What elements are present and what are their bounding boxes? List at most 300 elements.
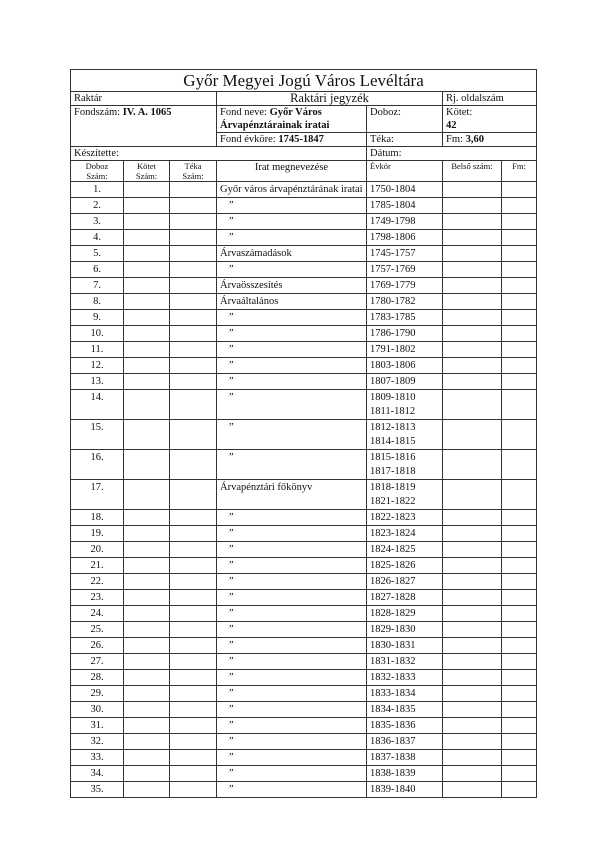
table-row xyxy=(71,622,537,638)
row-belso-cell xyxy=(443,374,502,390)
fond-evkore-cell xyxy=(217,133,367,147)
row-evkor-value: 1838-1839 xyxy=(370,768,416,779)
row-kotet-cell xyxy=(124,702,170,718)
table-row xyxy=(71,702,537,718)
row-doboz-number: 27. xyxy=(71,654,124,670)
row-belso-cell xyxy=(443,574,502,590)
teka-label: Téka: xyxy=(370,134,394,145)
row-irat-name: ” xyxy=(217,574,367,590)
row-teka-cell xyxy=(170,526,217,542)
row-fm-cell xyxy=(502,734,537,750)
row-teka-cell xyxy=(170,342,217,358)
row-irat-name: ” xyxy=(217,342,367,358)
row-irat-name: ” xyxy=(217,526,367,542)
row-teka-cell xyxy=(170,262,217,278)
row-irat-name: Árvaösszesítés xyxy=(217,278,367,294)
doboz-label: Doboz: xyxy=(370,107,401,118)
row-doboz-number: 30. xyxy=(71,702,124,718)
row-irat-name: ” xyxy=(217,542,367,558)
row-doboz-number: 28. xyxy=(71,670,124,686)
row-belso-cell xyxy=(443,390,502,420)
row-evkor-value: 1822-1823 xyxy=(370,512,416,523)
row-kotet-cell xyxy=(124,686,170,702)
row-kotet-cell xyxy=(124,342,170,358)
row-fm-cell xyxy=(502,294,537,310)
row-evkor-value: 1818-1819 xyxy=(370,482,416,493)
row-teka-cell xyxy=(170,310,217,326)
row-evkor-cell xyxy=(367,214,443,230)
row-irat-name: ” xyxy=(217,654,367,670)
row-evkor-value: 1803-1806 xyxy=(370,360,416,371)
row-irat-name: ” xyxy=(217,198,367,214)
row-teka-cell xyxy=(170,214,217,230)
table-row xyxy=(71,230,537,246)
row-evkor-cell xyxy=(367,326,443,342)
row-irat-name: ” xyxy=(217,750,367,766)
datum-label: Dátum: xyxy=(370,148,402,159)
row-doboz-number: 31. xyxy=(71,718,124,734)
row-evkor-value: 1831-1832 xyxy=(370,656,416,667)
row-fm-cell xyxy=(502,198,537,214)
row-belso-cell xyxy=(443,638,502,654)
row-evkor-cell xyxy=(367,480,443,510)
fm-cell xyxy=(443,133,537,147)
fond-neve-label: Fond neve: xyxy=(220,107,267,118)
row-fm-cell xyxy=(502,542,537,558)
row-teka-cell xyxy=(170,654,217,670)
row-evkor-value: 1812-1813 xyxy=(370,422,416,433)
row-kotet-cell xyxy=(124,374,170,390)
row-belso-cell xyxy=(443,198,502,214)
row-belso-cell xyxy=(443,590,502,606)
table-row xyxy=(71,390,537,420)
row-fm-cell xyxy=(502,574,537,590)
row-evkor-cell xyxy=(367,670,443,686)
row-belso-cell xyxy=(443,294,502,310)
row-evkor-value: 1836-1837 xyxy=(370,736,416,747)
row-doboz-number: 4. xyxy=(71,230,124,246)
row-irat-name: ” xyxy=(217,310,367,326)
row-kotet-cell xyxy=(124,734,170,750)
row-evkor-value: 1832-1833 xyxy=(370,672,416,683)
row-belso-cell xyxy=(443,420,502,450)
row-evkor-cell xyxy=(367,558,443,574)
row-evkor-cell xyxy=(367,638,443,654)
row-evkor-cell xyxy=(367,278,443,294)
row-belso-cell xyxy=(443,214,502,230)
table-row xyxy=(71,734,537,750)
row-doboz-number: 25. xyxy=(71,622,124,638)
row-evkor-cell xyxy=(367,246,443,262)
row-irat-name: ” xyxy=(217,358,367,374)
raktar-label: Raktár xyxy=(71,92,217,106)
row-irat-name: ” xyxy=(217,606,367,622)
row-irat-name: ” xyxy=(217,590,367,606)
row-kotet-cell xyxy=(124,230,170,246)
row-fm-cell xyxy=(502,480,537,510)
row-belso-cell xyxy=(443,702,502,718)
row-fm-cell xyxy=(502,214,537,230)
row-teka-cell xyxy=(170,734,217,750)
row-teka-cell xyxy=(170,358,217,374)
row-fm-cell xyxy=(502,590,537,606)
table-row xyxy=(71,606,537,622)
row-belso-cell xyxy=(443,230,502,246)
row-belso-cell xyxy=(443,542,502,558)
row-kotet-cell xyxy=(124,542,170,558)
row-doboz-number: 3. xyxy=(71,214,124,230)
row-evkor-value: 1827-1828 xyxy=(370,592,416,603)
row-evkor-cell xyxy=(367,510,443,526)
inventory-sheet xyxy=(70,69,536,798)
row-evkor-cell xyxy=(367,782,443,798)
row-irat-name: ” xyxy=(217,262,367,278)
keszitette-label: Készítette: xyxy=(74,148,119,159)
row-evkor-cell xyxy=(367,262,443,278)
row-irat-name: Győr város árvapénztárának iratai xyxy=(217,182,367,198)
col-header-evkor: Évkör xyxy=(367,161,443,182)
row-doboz-number: 20. xyxy=(71,542,124,558)
row-kotet-cell xyxy=(124,262,170,278)
row-belso-cell xyxy=(443,342,502,358)
row-teka-cell xyxy=(170,574,217,590)
row-doboz-number: 24. xyxy=(71,606,124,622)
row-belso-cell xyxy=(443,450,502,480)
row-fm-cell xyxy=(502,390,537,420)
row-belso-cell xyxy=(443,782,502,798)
row-fm-cell xyxy=(502,606,537,622)
row-teka-cell xyxy=(170,374,217,390)
row-belso-cell xyxy=(443,686,502,702)
row-evkor-cell xyxy=(367,358,443,374)
fm-label: Fm: xyxy=(446,134,463,145)
row-evkor-value: 1785-1804 xyxy=(370,200,416,211)
row-fm-cell xyxy=(502,558,537,574)
row-irat-name: ” xyxy=(217,390,367,420)
table-row xyxy=(71,450,537,480)
row-doboz-number: 34. xyxy=(71,766,124,782)
row-teka-cell xyxy=(170,198,217,214)
doboz-cell xyxy=(367,106,443,133)
row-kotet-cell xyxy=(124,766,170,782)
row-evkor-cell xyxy=(367,718,443,734)
table-row xyxy=(71,510,537,526)
row-teka-cell xyxy=(170,246,217,262)
fond-neve-value: Győr Város Árvapénztárainak iratai xyxy=(220,107,330,131)
row-kotet-cell xyxy=(124,606,170,622)
row-evkor-value: 1749-1798 xyxy=(370,216,416,227)
row-belso-cell xyxy=(443,766,502,782)
row-kotet-cell xyxy=(124,198,170,214)
row-belso-cell xyxy=(443,262,502,278)
row-irat-name: ” xyxy=(217,670,367,686)
row-teka-cell xyxy=(170,182,217,198)
table-row xyxy=(71,294,537,310)
row-belso-cell xyxy=(443,510,502,526)
row-kotet-cell xyxy=(124,278,170,294)
table-row xyxy=(71,718,537,734)
row-doboz-number: 13. xyxy=(71,374,124,390)
fond-neve-cell xyxy=(217,106,367,133)
table-row xyxy=(71,374,537,390)
row-teka-cell xyxy=(170,510,217,526)
row-teka-cell xyxy=(170,590,217,606)
row-doboz-number: 18. xyxy=(71,510,124,526)
raktari-jegyzek-label: Raktári jegyzék xyxy=(217,92,443,106)
row-evkor-cell xyxy=(367,702,443,718)
row-kotet-cell xyxy=(124,574,170,590)
table-row xyxy=(71,526,537,542)
row-teka-cell xyxy=(170,480,217,510)
row-evkor-cell xyxy=(367,606,443,622)
row-doboz-number: 7. xyxy=(71,278,124,294)
row-fm-cell xyxy=(502,246,537,262)
table-row xyxy=(71,782,537,798)
row-fm-cell xyxy=(502,622,537,638)
row-doboz-number: 14. xyxy=(71,390,124,420)
table-row xyxy=(71,590,537,606)
col-header-kotet: Kötet Szám: xyxy=(124,161,170,182)
row-irat-name: ” xyxy=(217,638,367,654)
row-teka-cell xyxy=(170,606,217,622)
row-teka-cell xyxy=(170,782,217,798)
row-fm-cell xyxy=(502,374,537,390)
row-doboz-number: 33. xyxy=(71,750,124,766)
row-belso-cell xyxy=(443,622,502,638)
archive-title: Győr Megyei Jogú Város Levéltára xyxy=(71,70,537,92)
row-doboz-number: 6. xyxy=(71,262,124,278)
col-header-irat: Irat megnevezése xyxy=(217,161,367,182)
row-evkor-value: 1829-1830 xyxy=(370,624,416,635)
row-kotet-cell xyxy=(124,590,170,606)
row-evkor-cell xyxy=(367,750,443,766)
row-kotet-cell xyxy=(124,294,170,310)
row-kotet-cell xyxy=(124,390,170,420)
row-irat-name: ” xyxy=(217,214,367,230)
table-row xyxy=(71,574,537,590)
kotet-value: 42 xyxy=(446,120,457,131)
row-evkor-cell xyxy=(367,420,443,450)
table-row xyxy=(71,198,537,214)
row-fm-cell xyxy=(502,342,537,358)
row-evkor-cell xyxy=(367,734,443,750)
row-evkor-value: 1828-1829 xyxy=(370,608,416,619)
table-row xyxy=(71,278,537,294)
row-doboz-number: 35. xyxy=(71,782,124,798)
row-evkor-value: 1791-1802 xyxy=(370,344,416,355)
row-evkor-cell xyxy=(367,622,443,638)
row-teka-cell xyxy=(170,230,217,246)
table-row xyxy=(71,480,537,510)
row-evkor-cell xyxy=(367,374,443,390)
fond-evkore-value: 1745-1847 xyxy=(278,134,324,145)
row-doboz-number: 26. xyxy=(71,638,124,654)
row-kotet-cell xyxy=(124,214,170,230)
row-kotet-cell xyxy=(124,526,170,542)
row-evkor-value: 1826-1827 xyxy=(370,576,416,587)
row-evkor-cell xyxy=(367,294,443,310)
row-teka-cell xyxy=(170,638,217,654)
row-irat-name: ” xyxy=(217,702,367,718)
row-doboz-number: 10. xyxy=(71,326,124,342)
row-doboz-number: 12. xyxy=(71,358,124,374)
row-kotet-cell xyxy=(124,326,170,342)
row-kotet-cell xyxy=(124,638,170,654)
row-evkor-cell xyxy=(367,542,443,558)
row-irat-name: ” xyxy=(217,782,367,798)
table-row xyxy=(71,214,537,230)
row-evkor-value: 1745-1757 xyxy=(370,248,416,259)
row-kotet-cell xyxy=(124,558,170,574)
row-irat-name: ” xyxy=(217,420,367,450)
row-fm-cell xyxy=(502,686,537,702)
row-fm-cell xyxy=(502,230,537,246)
row-evkor-value: 1823-1824 xyxy=(370,528,416,539)
row-evkor-value: 1834-1835 xyxy=(370,704,416,715)
row-irat-name: ” xyxy=(217,686,367,702)
col-header-teka: Téka Szám: xyxy=(170,161,217,182)
row-belso-cell xyxy=(443,654,502,670)
row-evkor-cell xyxy=(367,654,443,670)
row-evkor-value: 1815-1816 xyxy=(370,452,416,463)
row-fm-cell xyxy=(502,750,537,766)
row-belso-cell xyxy=(443,558,502,574)
oldalszam-label: Rj. oldalszám xyxy=(443,92,537,106)
row-doboz-number: 32. xyxy=(71,734,124,750)
row-fm-cell xyxy=(502,782,537,798)
row-irat-name: ” xyxy=(217,766,367,782)
row-doboz-number: 19. xyxy=(71,526,124,542)
row-doboz-number: 15. xyxy=(71,420,124,450)
fm-value: 3,60 xyxy=(465,134,484,145)
row-doboz-number: 23. xyxy=(71,590,124,606)
row-evkor-value: 1821-1822 xyxy=(370,496,416,507)
row-fm-cell xyxy=(502,182,537,198)
fond-evkore-label: Fond évköre: xyxy=(220,134,276,145)
row-teka-cell xyxy=(170,558,217,574)
row-kotet-cell xyxy=(124,622,170,638)
row-fm-cell xyxy=(502,526,537,542)
row-doboz-number: 21. xyxy=(71,558,124,574)
row-teka-cell xyxy=(170,766,217,782)
row-fm-cell xyxy=(502,638,537,654)
row-doboz-number: 29. xyxy=(71,686,124,702)
kotet-label: Kötet: xyxy=(446,107,473,118)
row-belso-cell xyxy=(443,734,502,750)
row-irat-name: ” xyxy=(217,326,367,342)
row-teka-cell xyxy=(170,750,217,766)
row-fm-cell xyxy=(502,278,537,294)
row-belso-cell xyxy=(443,606,502,622)
row-doboz-number: 8. xyxy=(71,294,124,310)
row-fm-cell xyxy=(502,718,537,734)
row-teka-cell xyxy=(170,702,217,718)
row-fm-cell xyxy=(502,450,537,480)
row-evkor-value: 1837-1838 xyxy=(370,752,416,763)
row-teka-cell xyxy=(170,278,217,294)
row-teka-cell xyxy=(170,420,217,450)
row-belso-cell xyxy=(443,326,502,342)
row-evkor-value: 1798-1806 xyxy=(370,232,416,243)
row-kotet-cell xyxy=(124,310,170,326)
row-evkor-value: 1757-1769 xyxy=(370,264,416,275)
row-evkor-value: 1824-1825 xyxy=(370,544,416,555)
row-evkor-value: 1769-1779 xyxy=(370,280,416,291)
table-row xyxy=(71,670,537,686)
row-evkor-cell xyxy=(367,342,443,358)
row-kotet-cell xyxy=(124,782,170,798)
row-belso-cell xyxy=(443,246,502,262)
row-kotet-cell xyxy=(124,246,170,262)
row-evkor-value: 1783-1785 xyxy=(370,312,416,323)
col-header-belso: Belső szám: xyxy=(443,161,502,182)
table-row xyxy=(71,638,537,654)
fondszam-cell xyxy=(71,106,217,147)
table-row xyxy=(71,342,537,358)
row-evkor-cell xyxy=(367,310,443,326)
row-doboz-number: 11. xyxy=(71,342,124,358)
row-doboz-number: 1. xyxy=(71,182,124,198)
row-irat-name: Árvaszámadások xyxy=(217,246,367,262)
row-evkor-cell xyxy=(367,390,443,420)
row-kotet-cell xyxy=(124,420,170,450)
row-kotet-cell xyxy=(124,670,170,686)
row-fm-cell xyxy=(502,702,537,718)
row-evkor-cell xyxy=(367,526,443,542)
row-belso-cell xyxy=(443,358,502,374)
row-evkor-cell xyxy=(367,230,443,246)
row-belso-cell xyxy=(443,718,502,734)
fondszam-label: Fondszám: xyxy=(74,107,121,118)
row-fm-cell xyxy=(502,670,537,686)
row-irat-name: ” xyxy=(217,450,367,480)
row-irat-name: ” xyxy=(217,622,367,638)
row-kotet-cell xyxy=(124,182,170,198)
row-teka-cell xyxy=(170,326,217,342)
row-kotet-cell xyxy=(124,510,170,526)
table-row xyxy=(71,246,537,262)
row-evkor-value: 1833-1834 xyxy=(370,688,416,699)
table-row xyxy=(71,262,537,278)
row-fm-cell xyxy=(502,510,537,526)
row-teka-cell xyxy=(170,622,217,638)
row-evkor-value: 1809-1810 xyxy=(370,392,416,403)
table-row xyxy=(71,326,537,342)
row-evkor-value: 1811-1812 xyxy=(370,406,416,417)
row-teka-cell xyxy=(170,294,217,310)
table-row xyxy=(71,686,537,702)
table-row xyxy=(71,654,537,670)
row-teka-cell xyxy=(170,718,217,734)
row-doboz-number: 17. xyxy=(71,480,124,510)
row-evkor-value: 1830-1831 xyxy=(370,640,416,651)
table-row xyxy=(71,766,537,782)
row-irat-name: ” xyxy=(217,374,367,390)
row-fm-cell xyxy=(502,262,537,278)
row-fm-cell xyxy=(502,654,537,670)
row-evkor-value: 1825-1826 xyxy=(370,560,416,571)
row-irat-name: ” xyxy=(217,510,367,526)
row-evkor-value: 1807-1809 xyxy=(370,376,416,387)
row-irat-name: Árvaáltalános xyxy=(217,294,367,310)
row-irat-name: ” xyxy=(217,558,367,574)
row-kotet-cell xyxy=(124,480,170,510)
row-belso-cell xyxy=(443,480,502,510)
row-teka-cell xyxy=(170,450,217,480)
row-evkor-cell xyxy=(367,574,443,590)
table-row xyxy=(71,358,537,374)
row-evkor-cell xyxy=(367,198,443,214)
